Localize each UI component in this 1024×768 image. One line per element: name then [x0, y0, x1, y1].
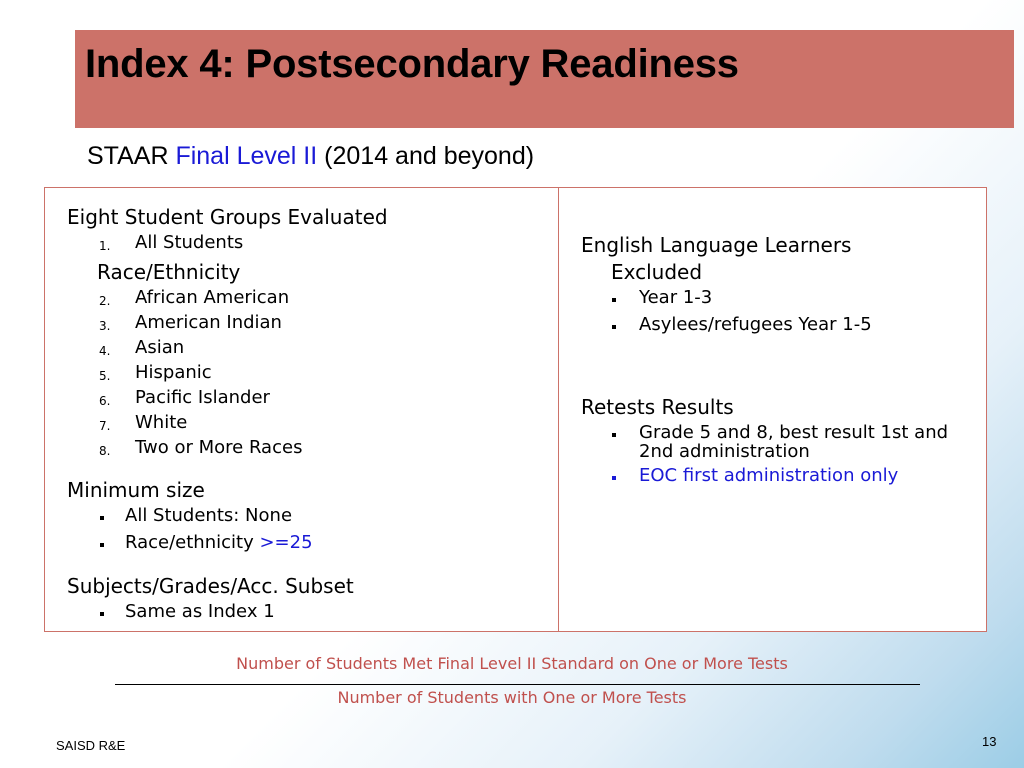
- min-size-item: [125, 532, 313, 553]
- group-label: African American: [135, 287, 290, 308]
- bullet-square-icon: [612, 325, 616, 329]
- group-label: Hispanic: [135, 362, 212, 383]
- page-number: 13: [982, 734, 997, 749]
- group-number: 6.: [99, 394, 111, 408]
- retests-item: Grade 5 and 8, best result 1st and: [639, 422, 949, 443]
- group-number: 8.: [99, 444, 111, 458]
- ell-item: Year 1-3: [639, 287, 713, 308]
- min-size-item: All Students: None: [125, 505, 293, 526]
- bullet-square-icon: [100, 516, 104, 520]
- race-heading: Race/Ethnicity: [97, 260, 241, 284]
- subtitle: [87, 142, 534, 171]
- bullet-square-icon: [612, 298, 616, 302]
- subjects-heading: Subjects/Grades/Acc. Subset: [67, 574, 354, 598]
- subtitle-prefix: STAAR: [87, 142, 169, 170]
- fraction-bar: [115, 684, 920, 685]
- min-size-item-text: Race/ethnicity: [125, 532, 254, 553]
- group-label: American Indian: [135, 312, 282, 333]
- subtitle-suffix: (2014 and beyond): [324, 142, 535, 170]
- title-bar: [75, 30, 1014, 128]
- groups-heading: Eight Student Groups Evaluated: [67, 205, 388, 229]
- content-panel: [44, 187, 987, 632]
- ell-heading-continued: Excluded: [611, 260, 703, 284]
- slide-title: Index 4: Postsecondary Readiness: [85, 42, 739, 86]
- bullet-square-icon: [100, 543, 104, 547]
- ell-item: Asylees/refugees Year 1-5: [639, 314, 872, 335]
- footer-label: SAISD R&E: [56, 738, 126, 753]
- formula-denominator: Number of Students with One or More Tests: [337, 688, 687, 707]
- group-label: Asian: [135, 337, 185, 358]
- group-label: Two or More Races: [135, 437, 303, 458]
- group-number: 2.: [99, 294, 111, 308]
- subjects-item: Same as Index 1: [125, 601, 275, 622]
- retests-heading: Retests Results: [581, 395, 734, 419]
- ell-heading: English Language Learners: [581, 233, 852, 257]
- formula-numerator: Number of Students Met Final Level II Standard on One or More Tests: [236, 654, 788, 673]
- group-number: 7.: [99, 419, 111, 433]
- group-label: Pacific Islander: [135, 387, 270, 408]
- min-size-threshold: >=25: [259, 532, 313, 553]
- group-number: 1.: [99, 239, 111, 253]
- group-number: 3.: [99, 319, 111, 333]
- group-label: All Students: [135, 232, 244, 253]
- subtitle-highlight: Final Level II: [175, 142, 318, 170]
- column-divider: [558, 188, 559, 631]
- retests-item-highlight: EOC first administration only: [639, 465, 899, 486]
- min-size-heading: Minimum size: [67, 478, 205, 502]
- group-number: 4.: [99, 344, 111, 358]
- group-number: 5.: [99, 369, 111, 383]
- bullet-square-icon: [100, 612, 104, 616]
- bullet-square-icon: [612, 433, 616, 437]
- retests-item-continued: 2nd administration: [639, 441, 810, 462]
- bullet-square-icon: [612, 476, 616, 480]
- group-label: White: [135, 412, 188, 433]
